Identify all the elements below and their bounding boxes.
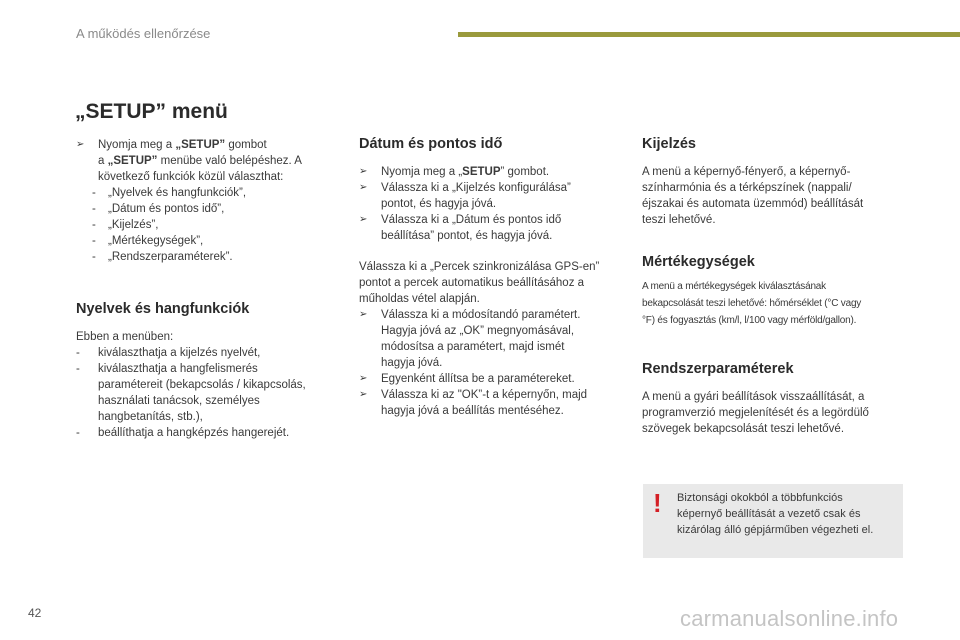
column-2 <box>359 134 624 419</box>
arrow-bullet-icon: ➢ <box>76 139 85 150</box>
datetime-paragraph: Válassza ki a „Percek szinkronizálása GPS-en” pontot a percek automatikus beállításához a műholdas vétel alapján. <box>359 261 600 305</box>
arrow-bullet-icon: ➢ <box>359 166 368 177</box>
setup-keyword: „SETUP” <box>107 155 158 167</box>
column-3 <box>642 134 907 437</box>
page-title: „SETUP” menü <box>75 100 228 123</box>
setup-keyword: SETUP <box>462 166 501 178</box>
warning-box <box>643 484 903 558</box>
list-item: - „Mértékegységek”, <box>92 235 204 247</box>
datetime-heading: Dátum és pontos idő <box>359 136 503 152</box>
page-number: 42 <box>28 606 42 620</box>
system-heading: Rendszerparaméterek <box>642 361 794 377</box>
arrow-bullet-icon: ➢ <box>359 373 368 384</box>
header-accent-bar <box>458 32 960 37</box>
list-item: - „Nyelvek és hangfunkciók”, <box>92 187 247 199</box>
languages-heading: Nyelvek és hangfunkciók <box>76 301 250 317</box>
list-item: - kiválaszthatja a hangfelismerés paramétereit (bekapcsolás / kikapcsolás, használati tanácsok, személyes hangbetanítás, stb.), <box>76 363 306 423</box>
list-item: - beállíthatja a hangképzés hangerejét. <box>76 427 290 439</box>
datetime-step: ➢ Válassza ki a módosítandó paramétert. Hagyja jóvá az „OK” megnyomásával, módosítsa a paramétert, majd ismét hagyja jóvá. <box>359 309 581 369</box>
datetime-step: ➢ Válassza ki az "OK”-t a képernyőn, majd hagyja jóvá a beállítás mentéséhez. <box>359 389 588 417</box>
units-heading: Mértékegységek <box>642 254 755 270</box>
warning-text: Biztonsági okokból a többfunkciós képernyő beállítását a vezető csak és kizárólag álló gépjárműben végezheti el. <box>677 492 874 536</box>
watermark: carmanualsonline.info <box>680 606 899 631</box>
list-item: - „Rendszerparaméterek”. <box>92 251 233 263</box>
arrow-bullet-icon: ➢ <box>359 309 368 320</box>
list-item: - „Dátum és pontos idő”, <box>92 203 225 215</box>
arrow-bullet-icon: ➢ <box>359 389 368 400</box>
datetime-step: ➢ Nyomja meg a „SETUP” gombot. <box>359 166 550 178</box>
intro-step: ➢ Nyomja meg a „SETUP” gombot a „SETUP” menübe való belépéshez. A következő funkciók közül választhat: <box>76 139 302 183</box>
list-item: - „Kijelzés”, <box>92 219 159 231</box>
datetime-step: ➢ Válassza ki a „Dátum és pontos idő beállítása” pontot, és hagyja jóvá. <box>359 214 562 242</box>
setup-keyword: „SETUP” <box>175 139 226 151</box>
languages-lead: Ebben a menüben: <box>76 331 174 343</box>
exclamation-icon: ! <box>653 488 662 518</box>
column-1 <box>76 137 336 441</box>
list-item: - kiválaszthatja a kijelzés nyelvét, <box>76 347 261 359</box>
datetime-step: ➢ Válassza ki a „Kijelzés konfigurálása” pontot, és hagyja jóvá. <box>359 182 571 210</box>
system-body: A menü a gyári beállítások visszaállítását, a programverzió megjelenítését és a legördülő szövegek bekapcsolását teszi lehetővé. <box>642 391 869 435</box>
datetime-step: ➢ Egyenként állítsa be a paramétereket. <box>359 373 575 385</box>
section-header-text: A működés ellenőrzése <box>76 26 211 41</box>
units-body: A menü a mértékegységek kiválasztásának bekapcsolását teszi lehetővé: hőmérséklet (°C vagy °F) és fogyasztás (km/l, l/100 vagy mérföld/gallon). <box>642 281 862 326</box>
display-heading: Kijelzés <box>642 136 696 152</box>
arrow-bullet-icon: ➢ <box>359 214 368 225</box>
arrow-bullet-icon: ➢ <box>359 182 368 193</box>
display-body: A menü a képernyő-fényerő, a képernyő- színharmónia és a térképszínek (nappali/ éjszakai és automata üzemmód) beállítását teszi lehetővé. <box>642 166 864 226</box>
